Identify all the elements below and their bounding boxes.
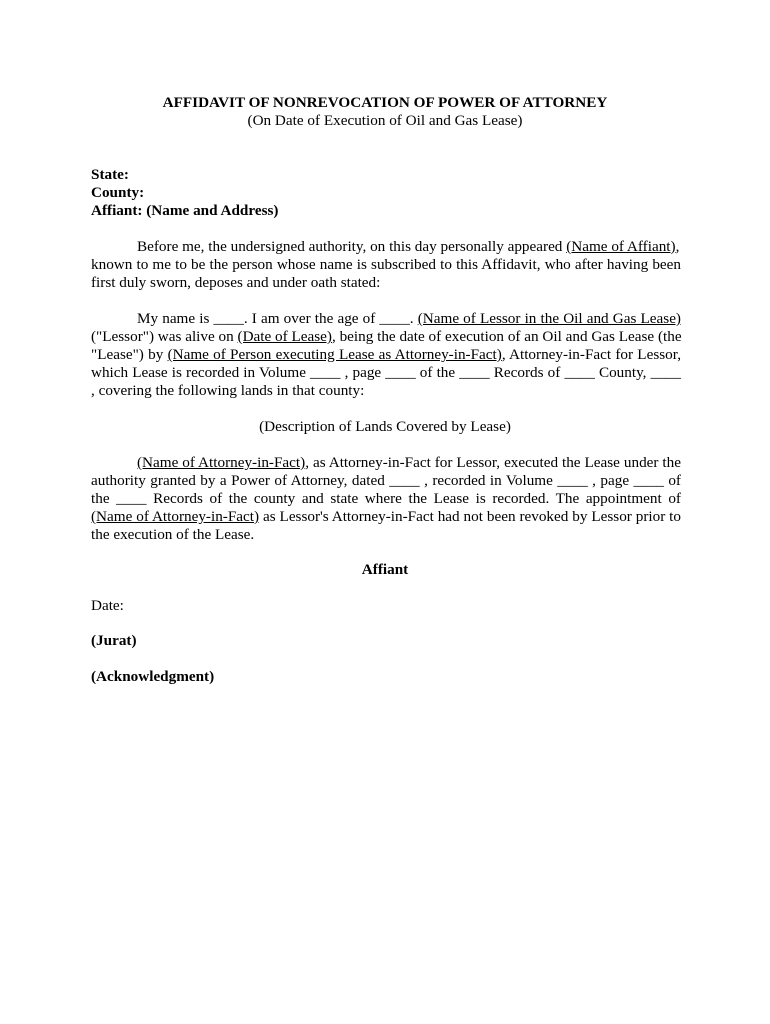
executor-name-placeholder: (Name of Person executing Lease as Attorney-in-Fact): [167, 346, 502, 363]
statement-text: , Attorney-in-Fact for Lessor,: [501, 346, 681, 363]
intro-line-2: known to me to be the person whose name is subscribed to this Affidavit, who after having been: [91, 256, 681, 273]
intro-text: ,: [675, 238, 680, 255]
attorney-name-placeholder: (Name of Attorney-in-Fact): [91, 508, 260, 525]
attorney-text: as Lessor's Attorney-in-Fact had not been revoked by Lessor prior to: [259, 508, 681, 525]
document-title: AFFIDAVIT OF NONREVOCATION OF POWER OF ATTORNEY: [162, 94, 608, 111]
attorney-text: , as Attorney-in-Fact for Lessor, executed the Lease under the: [305, 454, 681, 471]
attorney-line-5: the execution of the Lease.: [91, 526, 255, 543]
acknowledgment-label: (Acknowledgment): [91, 668, 215, 685]
attorney-line-1: [91, 454, 681, 472]
statement-paragraph: [91, 310, 681, 400]
attorney-line-3: the ____ Records of the county and state where the Lease is recorded. The appointment of: [91, 490, 681, 507]
intro-text: Before me, the undersigned authority, on this day personally appeared: [137, 238, 567, 255]
statement-text: My name is ____. I am over the age of ____.: [137, 310, 418, 327]
statement-line-1: [91, 310, 681, 328]
statement-line-2: [91, 328, 681, 346]
statement-line-5: , covering the following lands in that county:: [91, 382, 365, 399]
date-field: Date:: [91, 597, 124, 614]
statement-text: "Lease") by: [91, 346, 168, 363]
attorney-line-4: [91, 508, 681, 526]
statement-line-4: which Lease is recorded in Volume ____ , page ____ of the ____ Records of ____ County, ____: [91, 364, 681, 381]
intro-line-3: first duly sworn, deposes and under oath stated:: [91, 274, 381, 291]
attorney-name-placeholder: (Name of Attorney-in-Fact): [137, 454, 306, 471]
lessor-name-placeholder: (Name of Lessor in the Oil and Gas Lease): [417, 310, 681, 327]
intro-line-1: [91, 238, 681, 256]
attorney-line-2: authority granted by a Power of Attorney, dated ____ , recorded in Volume ____ , page ____ of: [91, 472, 681, 489]
county-field: County:: [91, 184, 145, 201]
attorney-paragraph: [91, 454, 681, 544]
state-field: State:: [91, 166, 129, 183]
document-subtitle: (On Date of Execution of Oil and Gas Lease): [247, 112, 523, 129]
statement-line-3: [91, 346, 681, 364]
affiant-name-placeholder: (Name of Affiant): [566, 238, 676, 255]
jurat-label: (Jurat): [91, 632, 137, 649]
statement-text: , being the date of execution of an Oil and Gas Lease (the: [331, 328, 682, 345]
lease-date-placeholder: (Date of Lease): [237, 328, 332, 345]
statement-text: ("Lessor") was alive on: [91, 328, 238, 345]
affiant-field: Affiant: (Name and Address): [91, 202, 279, 219]
intro-paragraph: [91, 238, 681, 292]
lands-description-placeholder: (Description of Lands Covered by Lease): [259, 418, 511, 435]
affiant-signature-label: Affiant: [361, 561, 409, 578]
